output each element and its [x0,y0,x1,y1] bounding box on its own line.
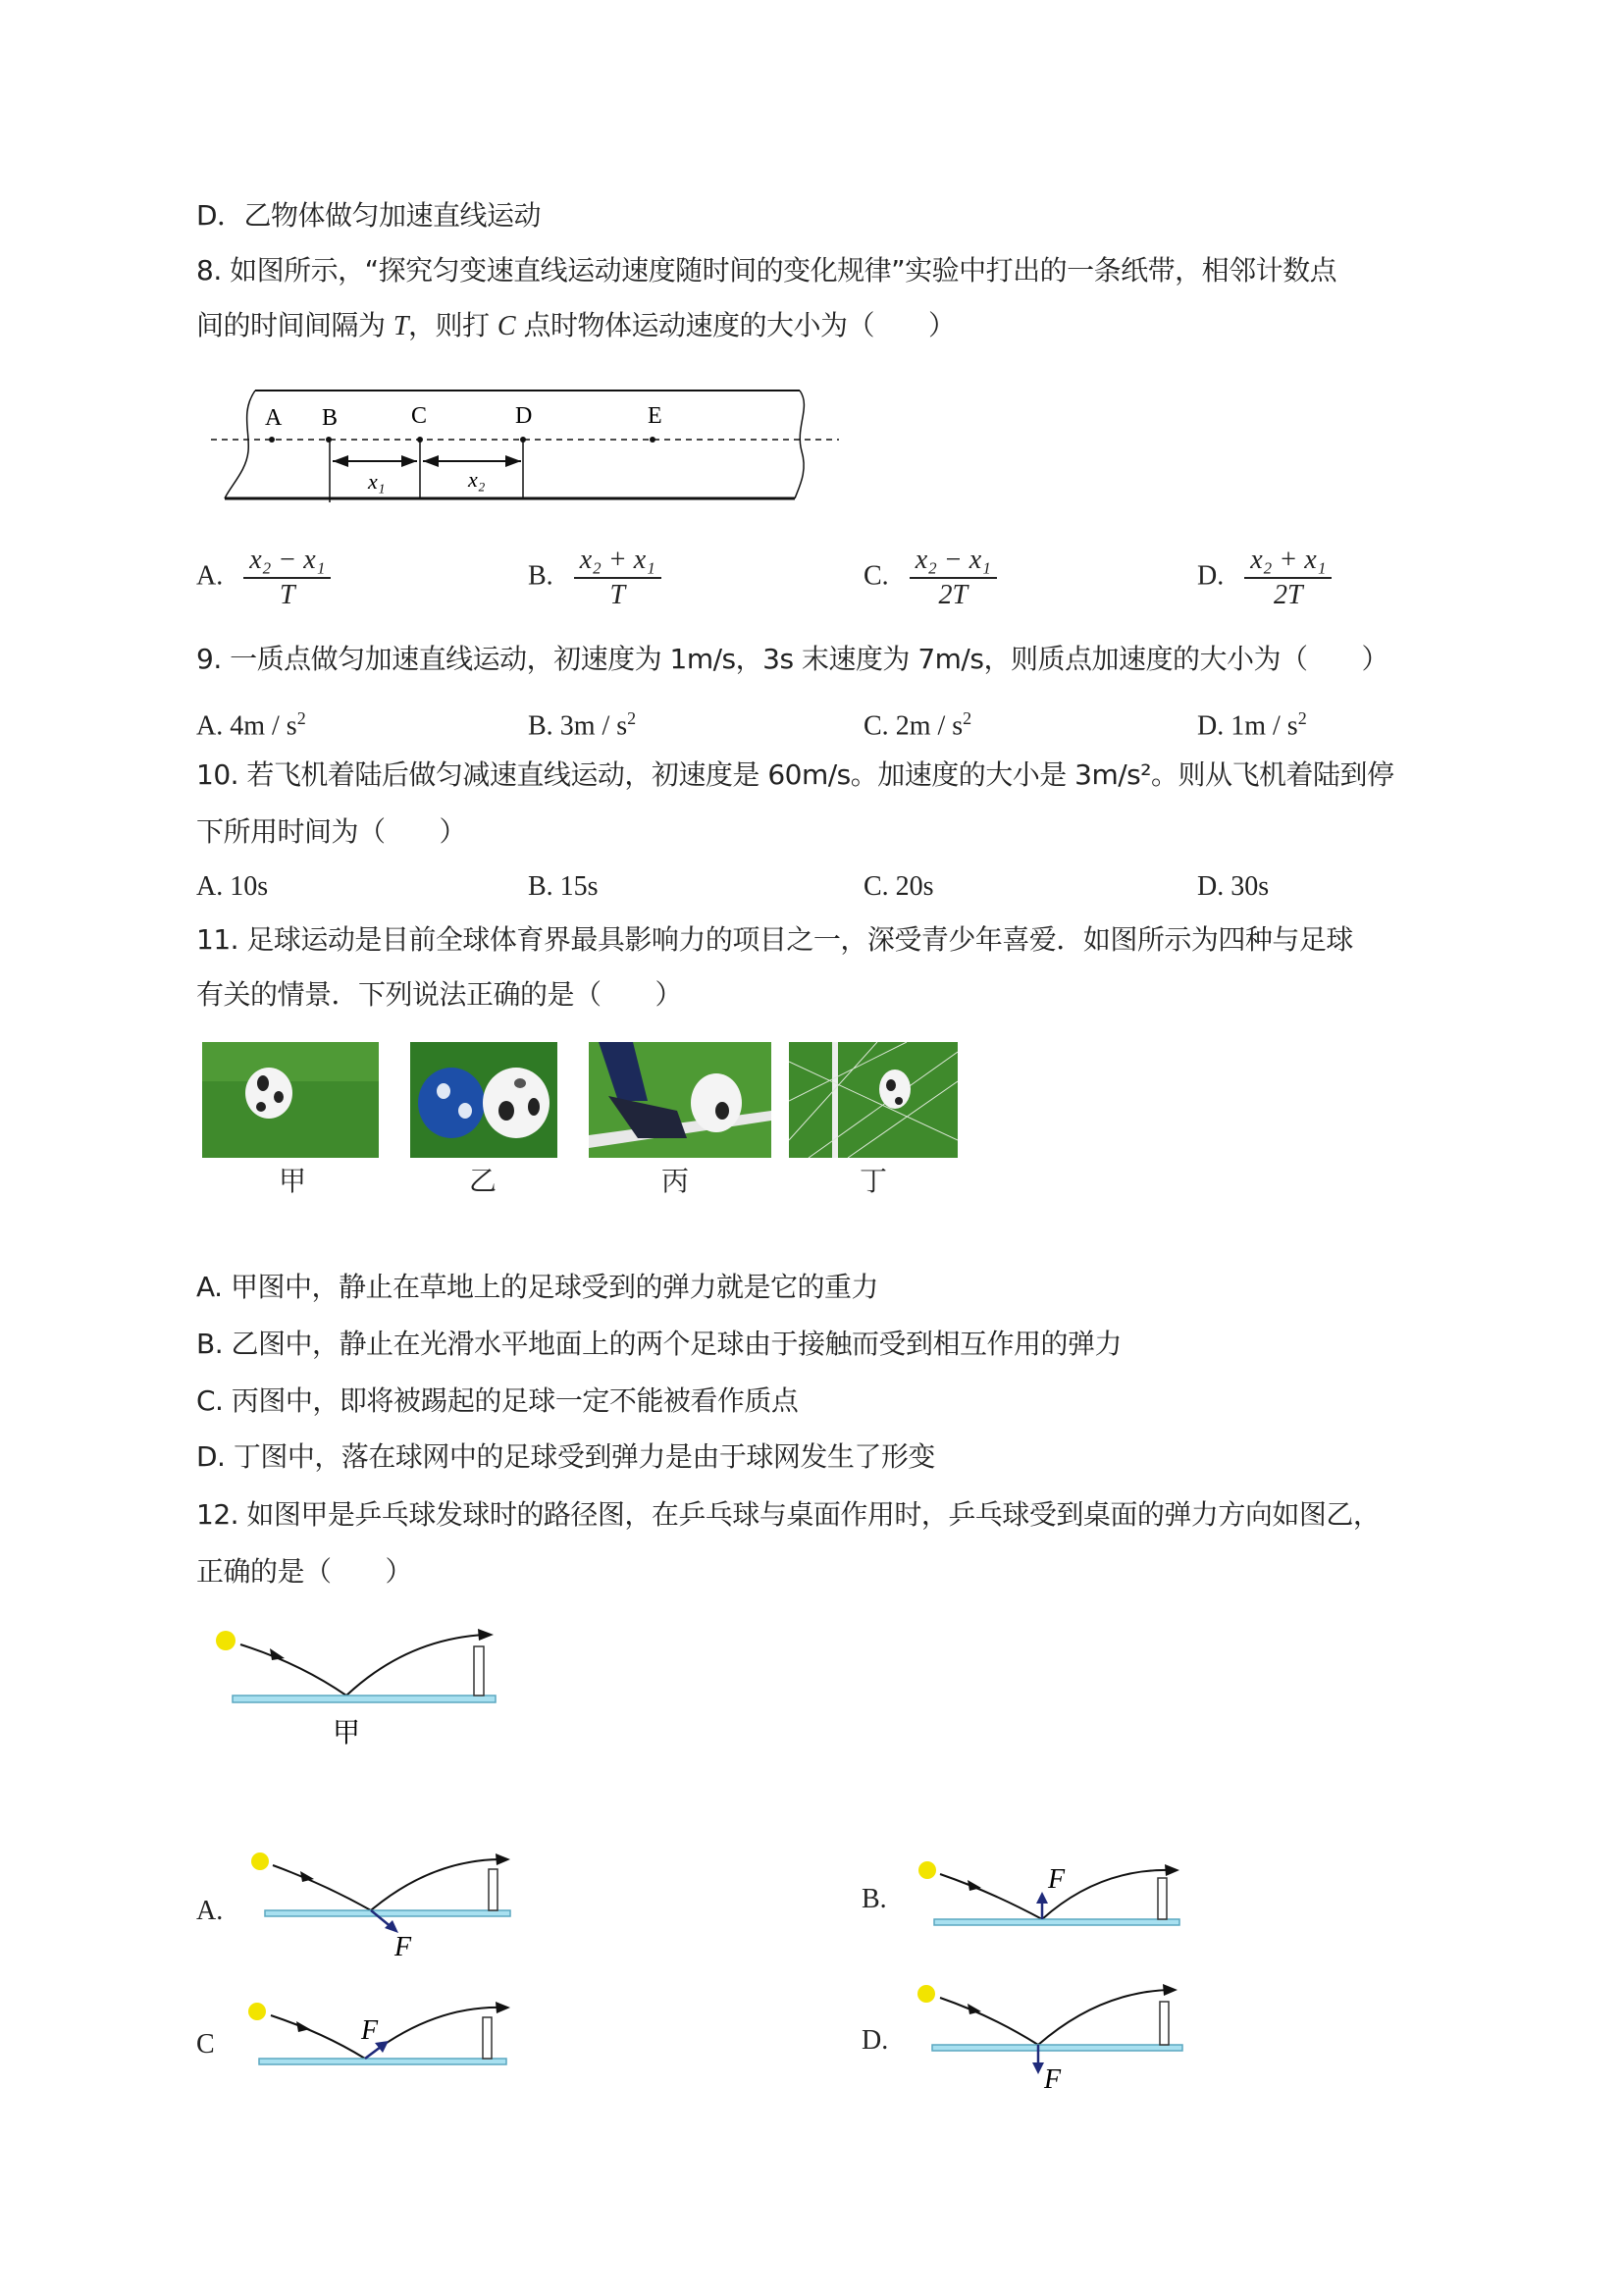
photo-bing-kick [589,1042,771,1158]
q8-option-c-fraction: $\frac{\text{x₂ − x₁}}{2T}$ [910,546,997,610]
tape-label-d: D [515,403,533,429]
q12-stem-line2: 正确的是（ ） [196,1555,413,1588]
q11-option-c[interactable]: C. 丙图中，即将被踢起的足球一定不能被看作质点 [196,1384,799,1417]
segment-label-x1: x₁ [368,469,386,494]
photo-ding-net [789,1042,958,1158]
table-surface [233,1696,496,1702]
tape-point-e [650,437,655,443]
q11-option-d[interactable]: D. 丁图中，落在球网中的足球受到弹力是由于球网发生了形变 [196,1440,935,1473]
q9-option-b[interactable]: B. $3m / s^2$ [528,708,637,742]
q12-option-b-diagram[interactable] [913,1852,1187,1941]
ping-pong-ball [216,1631,236,1650]
tape-label-e: E [648,403,662,429]
tape-label-b: B [322,405,339,431]
photo-caption-jia: 甲 [278,1165,306,1197]
q12-option-b-label[interactable]: B. [862,1884,887,1914]
force-arrow-c [365,2047,381,2059]
q11-option-b[interactable]: B. 乙图中，静止在光滑水平地面上的两个足球由于接触而受到相互作用的弹力 [196,1328,1123,1360]
tape-point-a [269,437,275,443]
paper-tape-figure [211,383,849,505]
q8-stem-line1: 8. 如图所示，“探究匀变速直线运动速度随时间的变化规律”实验中打出的一条纸带，相邻计数点 [196,254,1337,287]
q8-option-b-label: B. [528,560,553,592]
q12-stem-line1: 12. 如图甲是乒乓球发球时的路径图，在乒乓球与桌面作用时，乒乓球受到桌面的弹力方向如图乙， [196,1498,1381,1531]
q8-stem-text-c: 点时物体运动速度的大小为（ ） [515,309,956,341]
q8-option-c[interactable] [864,546,997,610]
q12-option-d-diagram[interactable] [913,1984,1187,2102]
q8-option-a-fraction: $\frac{\text{x₂ − x₁}}{T}$ [243,546,331,610]
q8-stem-text-a: 间的时间间隔为 [196,309,393,341]
figure-caption-jia: 甲 [332,1716,361,1748]
q12-option-c-diagram[interactable] [245,1998,520,2076]
force-label-d: F [1044,2064,1062,2095]
photo-jia-ball-on-grass [202,1042,379,1158]
q12-option-c-label[interactable]: C [196,2029,215,2060]
q8-option-c-label: C. [864,560,889,592]
tape-label-c: C [411,403,428,429]
q11-stem-line2: 有关的情景．下列说法正确的是（ ） [196,978,683,1011]
segment-label-x2: x₂ [468,467,486,492]
q11-option-a[interactable]: A. 甲图中，静止在草地上的足球受到的弹力就是它的重力 [196,1271,878,1303]
q8-option-d-fraction: $\frac{\text{x₂ + x₁}}{2T}$ [1244,546,1332,610]
q12-option-a-diagram[interactable] [245,1850,520,1962]
q9-option-a[interactable]: A. $4m / s^2$ [196,708,306,742]
x1-arrow [333,455,417,467]
photo-caption-yi: 乙 [468,1165,497,1197]
q12-option-a-label[interactable]: A. [196,1896,224,1926]
photo-caption-bing: 丙 [660,1165,689,1197]
force-label-c: F [361,2015,379,2046]
q8-option-d[interactable] [1197,546,1332,610]
q9-option-d[interactable]: D. $1m / s^2$ [1197,708,1307,742]
q8-var-T: T [393,311,408,341]
x2-arrow [423,455,521,467]
q10-option-a[interactable]: A. 10s [196,871,269,902]
tape-label-a: A [265,405,283,431]
q9-stem: 9. 一质点做匀加速直线运动，初速度为 1m/s，3s 末速度为 7m/s，则质点加速度的大小为（ ） [196,643,1388,675]
q8-option-d-label: D. [1197,560,1225,592]
q8-option-a-label: A. [196,560,224,592]
q8-var-C: C [497,311,516,341]
q8-option-b-fraction: $\frac{\text{x₂ + x₁}}{T}$ [574,546,661,610]
photo-yi-two-balls [410,1042,557,1158]
q10-stem-line2: 下所用时间为（ ） [196,815,467,848]
q8-stem-text-b: ，则打 [407,309,497,341]
q8-option-a[interactable] [196,546,331,610]
q11-stem-line1: 11. 足球运动是目前全球体育界最具影响力的项目之一，深受青少年喜爱．如图所示为四种与足球 [196,923,1353,956]
q12-option-d-label[interactable]: D. [862,2025,889,2056]
ping-pong-path-figure [211,1619,505,1756]
tape-point-b [326,437,332,443]
q10-option-d[interactable]: D. 30s [1197,871,1270,902]
q7-option-d: D．乙物体做匀加速直线运动 [196,199,542,232]
photo-caption-ding: 丁 [859,1165,887,1197]
q10-stem-line1: 10. 若飞机着陆后做匀减速直线运动，初速度是 60m/s。加速度的大小是 3m/s²。则从飞机着陆到停 [196,758,1394,791]
q10-option-b[interactable]: B. 15s [528,871,599,902]
net-post [474,1646,484,1696]
q9-option-c[interactable]: C. $2m / s^2$ [864,708,972,742]
q8-option-b[interactable] [528,546,661,610]
force-label-b: F [1048,1864,1066,1895]
force-label-a: F [394,1932,412,1962]
q10-option-c[interactable]: C. 20s [864,871,934,902]
q8-stem-line2 [196,306,955,346]
